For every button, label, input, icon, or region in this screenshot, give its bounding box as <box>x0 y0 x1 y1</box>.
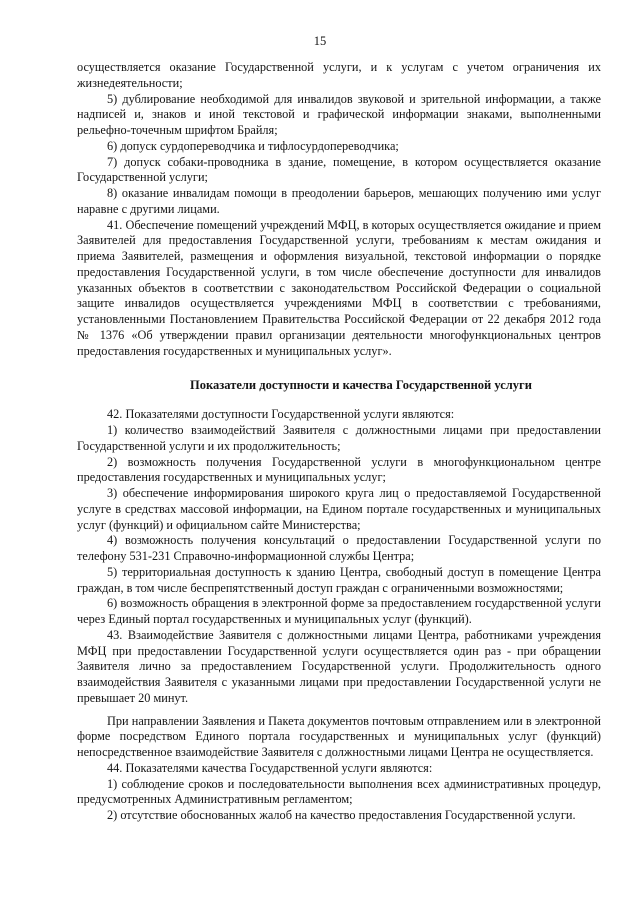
paragraph: 8) оказание инвалидам помощи в преодолении барьеров, мешающих получению ими услуг наравне с другими лицами. <box>77 186 601 216</box>
paragraph: 4) возможность получения консультаций о предоставлении Государственной услуги по телефону 531-231 Справочно-информационной службы Центра; <box>77 533 601 563</box>
paragraphs-bottom <box>77 407 601 824</box>
paragraph: 2) отсутствие обоснованных жалоб на качество предоставления Государственной услуги. <box>107 808 576 822</box>
paragraphs-top <box>77 60 601 359</box>
paragraph: 1) соблюдение сроков и последовательности выполнения всех административных процедур, предусмотренных Административным регламентом; <box>77 776 601 807</box>
paragraph: 5) дублирование необходимой для инвалидов звуковой и зрительной информации, а также надписей и, знаков и иной текстовой и графической информации знаками, выполненными рельефно-точечным шрифтом Брайля; <box>77 91 601 137</box>
paragraph: 43. Взаимодействие Заявителя с должностными лицами Центра, работниками учреждения МФЦ при предоставлении Государственной услуги осуществляется один раз - при обращении Заявителя лично за предоставлением Государственной услуги. Продолжительность одного взаимодействия Заявителя с указанными лицами при предоставлении Государственной услуги не превышает 20 минут. <box>77 627 601 705</box>
paragraph: 6) допуск сурдопереводчика и тифлосурдопереводчика; <box>107 138 399 153</box>
page-number: 15 <box>313 34 327 48</box>
paragraph: 41. Обеспечение помещений учреждений МФЦ, в которых осуществляется ожидание и прием Заявителей для предоставления Государственной услуги, требованиям к местам ожидания и приема Заявителей, размещения и оформления визуальной, текстовой информации о порядке предоставления Государственной услуги, в том числе обеспечение доступности для инвалидов указанных объектов в соответствии с законодательством Российской Федерации о социальной защите инвалидов осуществляется учреждениями МФЦ в соответствии с требованиями, установленными Постановлением Правительства Российской Федерации от 22 декабря 2012 года № 1376 «Об утверждении правил организации деятельности многофункциональных центров предоставления государственных и муниципальных услуг». <box>77 217 601 358</box>
paragraph: 5) территориальная доступность к зданию Центра, свободный доступ в помещение Центра граждан, в том числе беспрепятственный доступ граждан с ограниченными возможностями; <box>77 564 601 595</box>
paragraph: осуществляется оказание Государственной услуги, и к услугам с учетом ограничения их жизнедеятельности; <box>77 60 601 90</box>
paragraph-gap <box>77 707 601 714</box>
paragraph: 1) количество взаимодействий Заявителя с должностными лицами при предоставлении Государственной услуги и их продолжительность; <box>77 423 601 453</box>
paragraph: 2) возможность получения Государственной услуги в многофункциональном центре предоставления государственных и муниципальных услуг; <box>77 454 601 485</box>
paragraph: 42. Показателями доступности Государственной услуги являются: <box>107 407 455 422</box>
section-heading: Показатели доступности и качества Государственной услуги <box>190 378 532 393</box>
paragraph: При направлении Заявления и Пакета документов почтовым отправлением или в электронной форме посредством Единого портала государственных и муниципальных услуг (функций) непосредственное взаимодействие Заявителя с должностными лицами Центра не осуществляется. <box>77 713 601 759</box>
paragraph: 3) обеспечение информирования широкого круга лиц о предоставляемой Государственной услуге в средствах массовой информации, на Едином портале государственных и муниципальных услуг (функций) и официальном сайте Министерства; <box>77 486 601 532</box>
paragraph: 44. Показателями качества Государственной услуги являются: <box>107 760 433 775</box>
document-body <box>77 60 601 824</box>
paragraph: 6) возможность обращения в электронной форме за предоставлением государственной услуги через Единый портал государственных и муниципальных услуг (функций). <box>77 596 601 626</box>
paragraph: 7) допуск собаки-проводника в здание, помещение, в котором осуществляется оказание Государственной услуги; <box>77 154 601 185</box>
